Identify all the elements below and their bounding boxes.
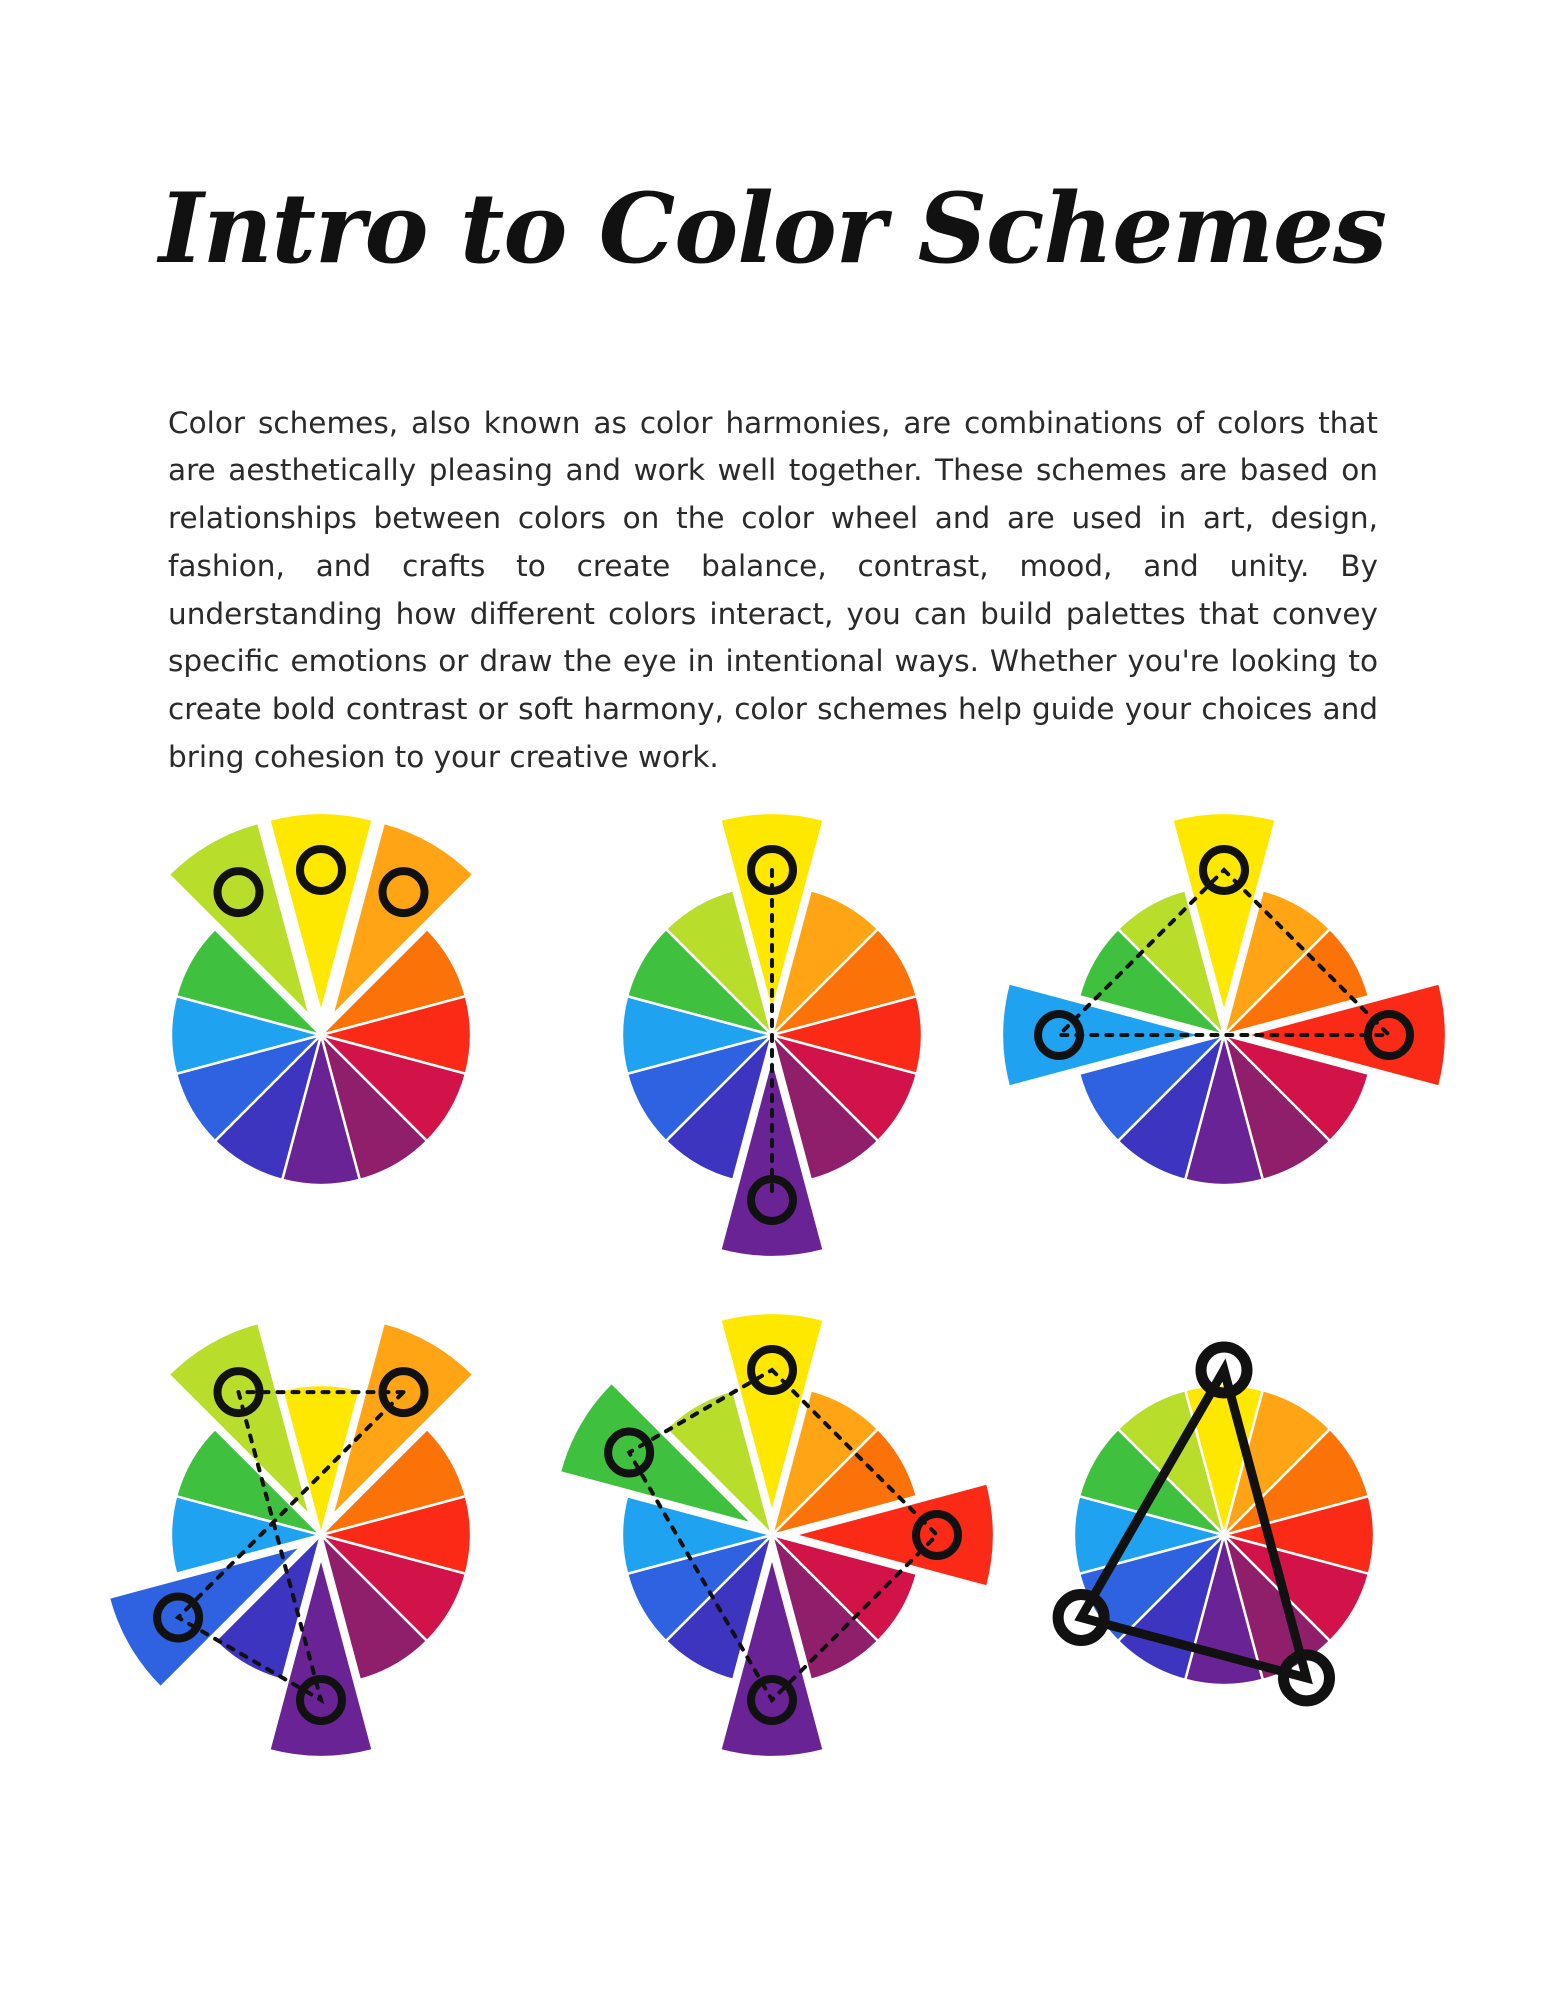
wheel-svg-analogous — [106, 820, 536, 1250]
color-wheel-split-complementary[interactable] — [1009, 820, 1439, 1250]
wheel-svg-triadic — [1009, 1320, 1439, 1750]
wheel-svg-split-complementary — [1009, 820, 1439, 1250]
color-wheel-grid — [100, 820, 1445, 1760]
wheel-svg-tetradic — [106, 1320, 536, 1750]
wheel-svg-complementary — [557, 820, 987, 1250]
wheel-svg-square — [557, 1320, 987, 1750]
page-title: Intro to Color Schemes — [158, 172, 1387, 286]
color-wheel-triadic[interactable] — [1009, 1320, 1439, 1750]
color-wheel-analogous[interactable] — [106, 820, 536, 1250]
color-wheel-complementary[interactable] — [557, 820, 987, 1250]
intro-paragraph: Color schemes, also known as color harmonies, are combinations of colors that are aesthetically pleasing and work well together. These schemes are based on relationships between colors on the color wheel and are used in art, design, fashion, and crafts to create balance, contrast, mood, and unity. By understanding how different colors interact, you can build palettes that convey specific emotions or draw the eye in intentional ways. Whether you're looking to create bold contrast or soft harmony, color schemes help guide your choices and bring cohesion to your creative work. — [168, 405, 1378, 774]
color-wheel-tetradic[interactable] — [106, 1320, 536, 1750]
color-wheel-square[interactable] — [557, 1320, 987, 1750]
